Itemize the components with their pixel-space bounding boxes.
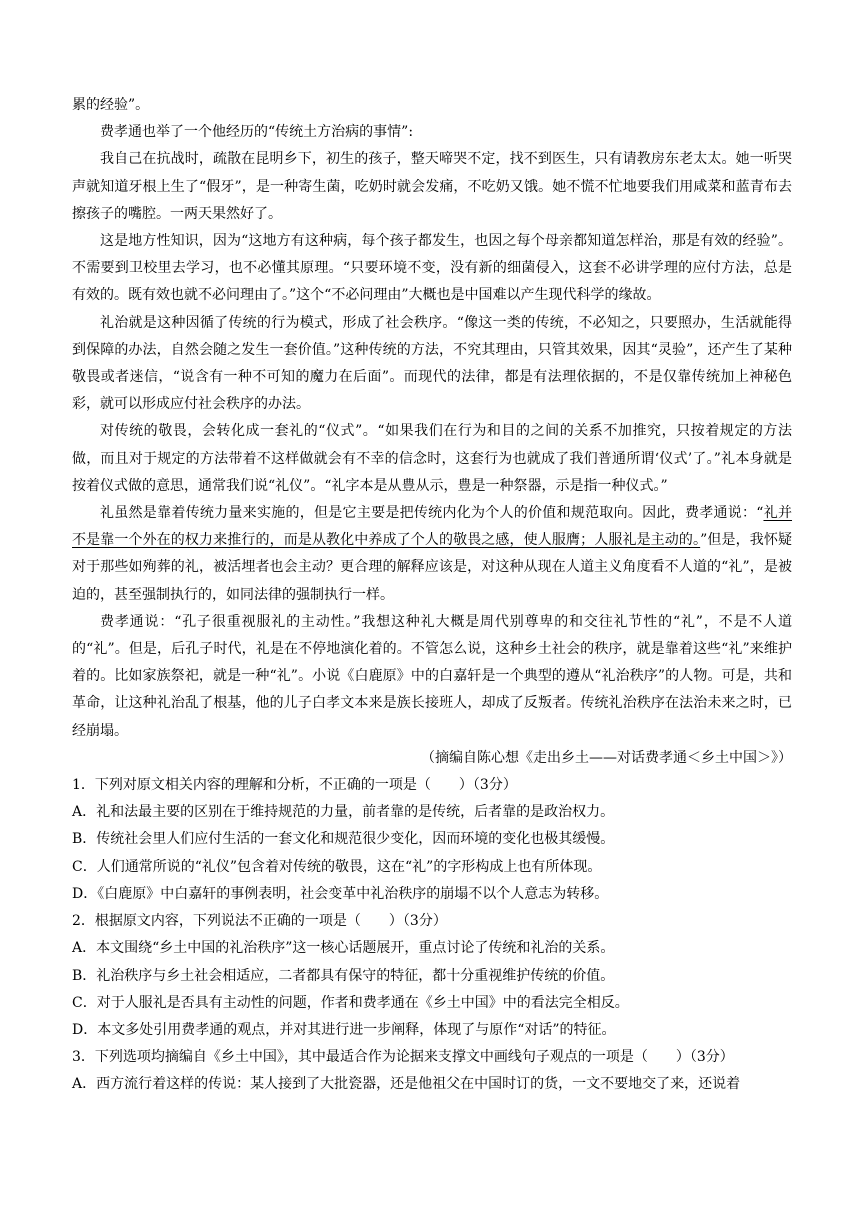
question-2-option-b: B．礼治秩序与乡土社会相适应，二者都具有保守的特征，都十分重视维护传统的价值。: [72, 967, 615, 984]
paragraph-7-after: ”但是，我怀疑对于那些如殉葬的礼，被活埋者也会主动？更合理的解释应该是，对这种从现在人道主义角度看不人道的“礼”，是被迫的，甚至强制执行的，如同法律的强制执行一样。: [72, 532, 792, 603]
paragraph-4: 这是地方性知识，因为“这地方有这种病，每个孩子都发生，也因之每个母亲都知道怎样治，那是有效的经验”。不需要到卫校里去学习，也不必懂其原理。“只要环境不变，没有新的细菌侵入，这套不必讲学理的应付方法，总是有效的。既有效也就不必问理由了。”这个“不必问理由”大概也是中国难以产生现代科学的缘故。: [72, 233, 792, 304]
question-3-option-a: A．西方流行着这样的传说：某人接到了大批瓷器，还是他祖父在中国时订的货，一文不要地交了来，还说着: [72, 1076, 741, 1093]
paragraph-1: 累的经验”。: [72, 97, 150, 113]
underlined-sentence: 礼并不是靠一个外在的权力来推行的，而是从教化中养成了个人的敬畏之感，使人服膺；人服礼是主动的。: [72, 505, 793, 549]
question-1-stem: 1．下列对原文相关内容的理解和分析，不正确的一项是（ ）（3分）: [72, 777, 517, 794]
question-1-option-a: A．礼和法最主要的区别在于维持规范的力量，前者靠的是传统，后者靠的是政治权力。: [72, 804, 615, 821]
paragraph-2: 费孝通也举了一个他经历的“传统土方治病的事情”:: [100, 124, 414, 141]
paragraph-3: 我自己在抗战时，疏散在昆明乡下，初生的孩子，整天啼哭不定，找不到医生，只有请教房东老太太。她一听哭声就知道牙根上生了“假牙”，是一种寄生菌，吃奶时就会发痛，不吃奶又饿。她不慌不忙地要我们用咸菜和蓝青布去擦孩子的嘴腔。一两天果然好了。: [72, 151, 792, 222]
paragraph-5: 礼治就是这种因循了传统的行为模式，形成了社会秩序。“像这一类的传统，不必知之，只要照办，生活就能得到保障的办法，自然会随之发生一套价值。”这种传统的方法，不究其理由，只管其效果，因其“灵验”，还产生了某种敬畏或者迷信，“说含有一种不可知的魔力在后面”。而现代的法律，都是有法理依据的，不是仅靠传统加上神秘色彩，就可以形成应付社会秩序的办法。: [72, 314, 792, 413]
paragraph-6: 对传统的敬畏，会转化成一套礼的“仪式”。“如果我们在行为和目的之间的关系不加推究，只按着规定的方法做，而且对于规定的方法带着不这样做就会有不幸的信念时，这套行为也就成了我们普通所谓‘仪式’了。”礼本身就是按着仪式做的意思，通常我们说“礼仪”。“礼字本是从豊从示，豊是一种祭器，示是指一种仪式。”: [72, 423, 792, 494]
question-1-option-d: D．《白鹿原》中白嘉轩的事例表明，社会变革中礼治秩序的崩塌不以个人意志为转移。: [72, 885, 609, 902]
question-1-option-b: B．传统社会里人们应付生活的一套文化和规范很少变化，因而环境的变化也极其缓慢。: [72, 831, 615, 848]
question-2-option-a: A．本文围绕“乡土中国的礼治秩序”这一核心话题展开，重点讨论了传统和礼治的关系。: [72, 940, 615, 957]
question-2-option-c: C．对于人服礼是否具有主动性的问题，作者和费孝通在《乡土中国》中的看法完全相反。: [72, 994, 629, 1011]
paragraph-7-before: 礼虽然是靠着传统力量来实施的，但是它主要是把传统内化为个人的价值和规范取向。因此，费孝通说：“: [100, 505, 764, 522]
paragraph-8: 费孝通说：“孔子很重视服礼的主动性。”我想这种礼大概是周代别尊卑的和交往礼节性的“礼”，不是不人道的“礼”。但是，后孔子时代，礼是在不停地演化着的。不管怎么说，这种乡土社会的秩序，就是靠着这些“礼”来维护着的。比如家族祭祀，就是一种“礼”。小说《白鹿原》中的白嘉轩是一个典型的遵从“礼治秩序”的人物。可是，共和革命，让这种礼治乱了根基，他的儿子白孝文本来是族长接班人，却成了反叛者。传统礼治秩序在法治未来之时，已经崩塌。: [72, 613, 792, 739]
question-1-option-c: C．人们通常所说的“礼仪”包含着对传统的敬畏，这在“礼”的字形构成上也有所体现。: [72, 858, 602, 875]
question-2-stem: 2．根据原文内容，下列说法不正确的一项是（ ）（3分）: [72, 913, 447, 930]
question-3-stem: 3．下列选项均摘编自《乡土中国》，其中最适合作为论据来支撑文中画线句子观点的一项是（ ）（3分）: [72, 1049, 734, 1066]
source-citation: （摘编自陈心想《走出乡土——对话费孝通＜乡土中国＞》）: [421, 749, 792, 766]
question-2-option-d: D．本文多处引用费孝通的观点，并对其进行进一步阐释，体现了与原作“对话”的特征。: [72, 1021, 616, 1038]
document-page: [72, 92, 792, 1099]
paragraph-7: [72, 500, 792, 609]
